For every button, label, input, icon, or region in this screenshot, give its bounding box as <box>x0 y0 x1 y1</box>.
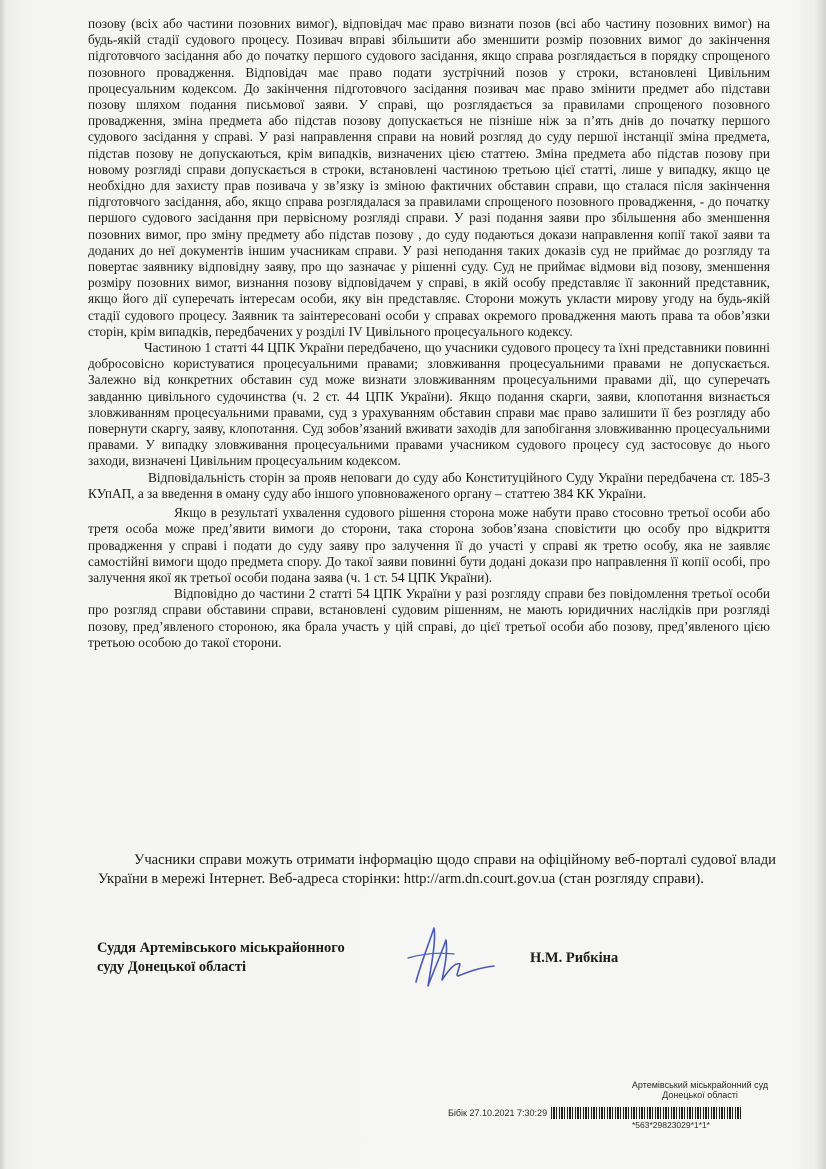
paragraph-liability: Відповідальність сторін за прояв неповаги до суду або Конституційного Суду України передбачена ст. 185-3 КУпАП, а за введення в оману суду або іншого уповноваженого органу – статтею 384 КК України. <box>88 469 770 501</box>
judge-title-line-1: Суддя Артемівського міськрайонного <box>97 940 345 956</box>
judge-title <box>97 939 345 977</box>
court-stamp <box>590 1080 810 1100</box>
barcode <box>551 1107 741 1119</box>
web-portal-notice: Учасники справи можуть отримати інформацію щодо справи на офіційному веб-порталі судової влади України в мережі Інтернет. Веб-адреса сторінки: http://arm.dn.court.gov.ua (стан розгляду справи). <box>98 851 776 888</box>
registration-timestamp: Бібік 27.10.2021 7:30:29 <box>448 1108 548 1118</box>
judge-title-line-2: суду Донецької області <box>97 959 247 975</box>
scan-edge-left <box>0 0 6 1169</box>
ruling-body <box>88 16 770 651</box>
barcode-code: *563*29823029*1*1* <box>632 1120 710 1130</box>
judge-name: Н.М. Рибкіна <box>530 950 619 966</box>
paragraph-article-44: Частиною 1 статті 44 ЦПК України передбачено, що учасники судового процесу та їхні представники повинні добросовісно користуватися процесуальними правами; зловживання процесуальними правами не допускається. Залежно від конкретних обставин суд може визнати зловживанням процесуальними правами дії, що суперечать завданню цивільного судочинства (ч. 2 ст. 44 ЦПК України). Якщо подання скарги, заяви, клопотання визнається зловживанням процесуальними правами, суд з урахуванням обставин справи має право залишити її без розгляду або повернути скаргу, заяву, клопотання. Суд зобов’язаний вживати заходів для запобігання зловживанню процесуальними правами. У випадку зловживання процесуальними правами учасником судового процесу суд застосовує до нього заходи, визначені Цивільним процесуальним кодексом. <box>88 340 770 469</box>
court-stamp-line-2: Донецької області <box>662 1090 738 1100</box>
paragraph-article-54: Відповідно до частини 2 статті 54 ЦПК України у разі розгляду справи без повідомлення третьої особи про розгляд справи обставини справи, встановлені судовим рішенням, не мають юридичних наслідків при розгляді позову, пред’явленого стороною, яка брала участь у цій справі, до цієї третьої особи або позову, пред’явленого цією третьою особою до такої сторони. <box>88 586 770 650</box>
handwritten-signature <box>398 918 508 998</box>
paragraph-rights: позову (всіх або частини позовних вимог), відповідач має право визнати позов (всі або частину позовних вимог) на будь-якій стадії судового процесу. Позивач вправі збільшити або зменшити розмір позовних вимог до закінчення підготовчого засідання або до початку першого судового засідання, якщо справа розглядається в порядку спрощеного позовного провадження. Відповідач має право подати зустрічний позов у строки, встановлені Цивільним процесуальним кодексом. До закінчення підготовчого засідання позивач має право змінити предмет або підстави позову шляхом подання письмової заяви. У справі, що розглядається за правилами спрощеного позовного провадження, зміна предмета або підстав позову допускається не пізніше ніж за п’ять днів до початку першого судового засідання у справі. У разі направлення справи на новий розгляд до суду першої інстанції зміна предмета, підстав позову не допускаються, крім випадків, визначених цією статтею. Зміна предмета або підстав позову при новому розгляді справи допускається в строки, встановлені частиною третьою цієї статті, лише у випадку, якщо це необхідно для захисту прав позивача у зв’язку із зміною фактичних обставин справи, що сталася після закінчення підготовчого засідання, або, якщо справа розглядалася за правилами спрощеного позовного провадження, - до початку першого судового засідання при первісному розгляді справи. У разі подання заяви про збільшення або зменшення позовних вимог, про зміну предмету або підстав позову , до суду подаються докази направлення копії такої заяви та доданих до неї документів іншим учасникам справи. У разі неподання таких доказів суд не приймає до розгляду та повертає заявнику відповідну заяву, про що зазначає у рішенні суду. Суд не приймає відмови від позову, зменшення розміру позовних вимог, визнання позову відповідачем у справі, в якій особу представляє її законний представник, якщо його дії суперечать інтересам особи, яку він представляє. Сторони можуть укласти мирову угоду на будь-якій стадії судового процесу. Заявник та заінтересовані особи у справах окремого провадження мають права та обов’язки сторін, крім випадків, передбачених у розділі IV Цивільного процесуального кодексу. <box>88 16 770 339</box>
scan-edge-right <box>816 0 826 1169</box>
registration-line <box>448 1106 741 1120</box>
court-stamp-line-1: Артемівський міськрайонний суд <box>631 1080 769 1090</box>
paragraph-third-party: Якщо в результаті ухвалення судового рішення сторона може набути право стосовно третьої особи або третя особа може пред’явити вимоги до сторони, така сторона зобов’язана сповістити цю особу про відкриття провадження у справі і подати до суду заяву про залучення її до участі у справі як третю особу, яка не заявляє самостійні вимоги щодо предмета спору. До такої заяви повинні бути додані докази про направлення її копії особі, про залучення якої як третьої особи подана заява (ч. 1 ст. 54 ЦПК України). <box>88 505 770 585</box>
